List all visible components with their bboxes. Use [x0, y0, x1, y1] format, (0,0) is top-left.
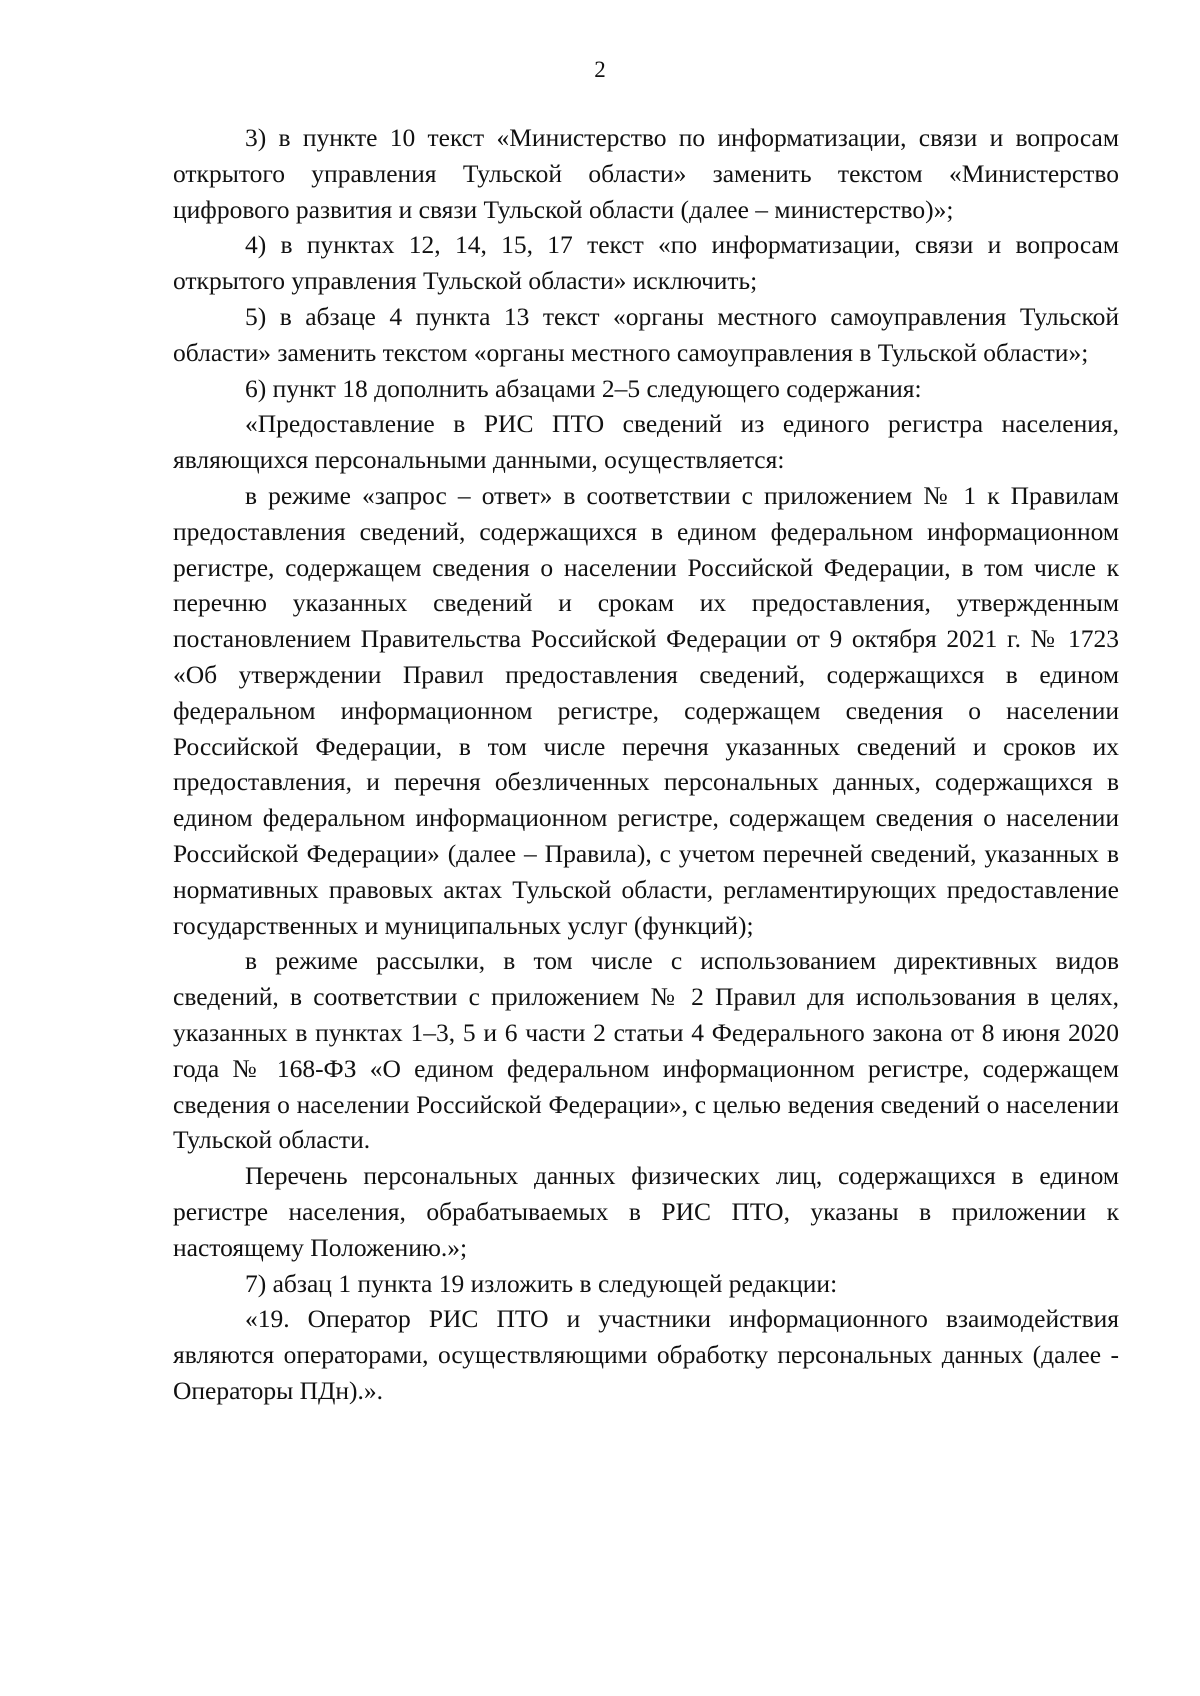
quoted-paragraph-provision: «Предоставление в РИС ПТО сведений из единого регистра населения, являющихся персональными данными, осуществляется:: [173, 409, 1119, 475]
quoted-paragraph-request-response: в режиме «запрос – ответ» в соответствии с приложением № 1 к Правилам предоставления сведений, содержащихся в едином федеральном информационном регистре, содержащем сведения о населении Российской Федерации, в том числе к перечню указанных сведений и срокам их предоставления, утвержденным постановлением Правительства Российской Федерации от 9 октября 2021 г. № 1723 «Об утверждении Правил предоставления сведений, содержащихся в едином федеральном информационном регистре, содержащем сведения о населении Российской Федерации, в том числе перечня указанных сведений и сроков их предоставления, и перечня обезличенных персональных данных, содержащихся в едином федеральном информационном регистре, содержащем сведения о населении Российской Федерации» (далее – Правила), с учетом перечней сведений, указанных в нормативных правовых актах Тульской области, регламентирующих предоставление государственных и муниципальных услуг (функций);: [173, 480, 1119, 940]
paragraph-item-5: 5) в абзаце 4 пункта 13 текст «органы местного самоуправления Тульской области» заменить текстом «органы местного самоуправления в Тульской области»;: [173, 301, 1119, 367]
quoted-paragraph-personal-data-list: Перечень персональных данных физических лиц, содержащихся в едином регистре населения, обрабатываемых в РИС ПТО, указаны в приложении к настоящему Положению.»;: [173, 1161, 1119, 1262]
quoted-paragraph-operators: «19. Оператор РИС ПТО и участники информационного взаимодействия являются операторами, осуществляющими обработку персональных данных (далее - Операторы ПДн).».: [173, 1304, 1119, 1405]
paragraph-item-3: 3) в пункте 10 текст «Министерство по информатизации, связи и вопросам открытого управления Тульской области» заменить текстом «Министерство цифрового развития и связи Тульской области (далее – министерство)»;: [173, 123, 1119, 224]
paragraph-item-4: 4) в пунктах 12, 14, 15, 17 текст «по информатизации, связи и вопросам открытого управления Тульской области» исключить;: [173, 230, 1119, 296]
paragraph-item-6: 6) пункт 18 дополнить абзацами 2–5 следующего содержания:: [245, 373, 922, 403]
paragraph-item-7: 7) абзац 1 пункта 19 изложить в следующей редакции:: [245, 1268, 838, 1298]
document-body: [173, 120, 1119, 1409]
quoted-paragraph-mailing-mode: в режиме рассылки, в том числе с использованием директивных видов сведений, в соответствии с приложением № 2 Правил для использования в целях, указанных в пунктах 1–3, 5 и 6 части 2 статьи 4 Федерального закона от 8 июня 2020 года № 168-ФЗ «О едином федеральном информационном регистре, содержащем сведения о населении Российской Федерации», с целью ведения сведений о населении Тульской области.: [173, 946, 1119, 1155]
page-number: 2: [594, 57, 606, 82]
